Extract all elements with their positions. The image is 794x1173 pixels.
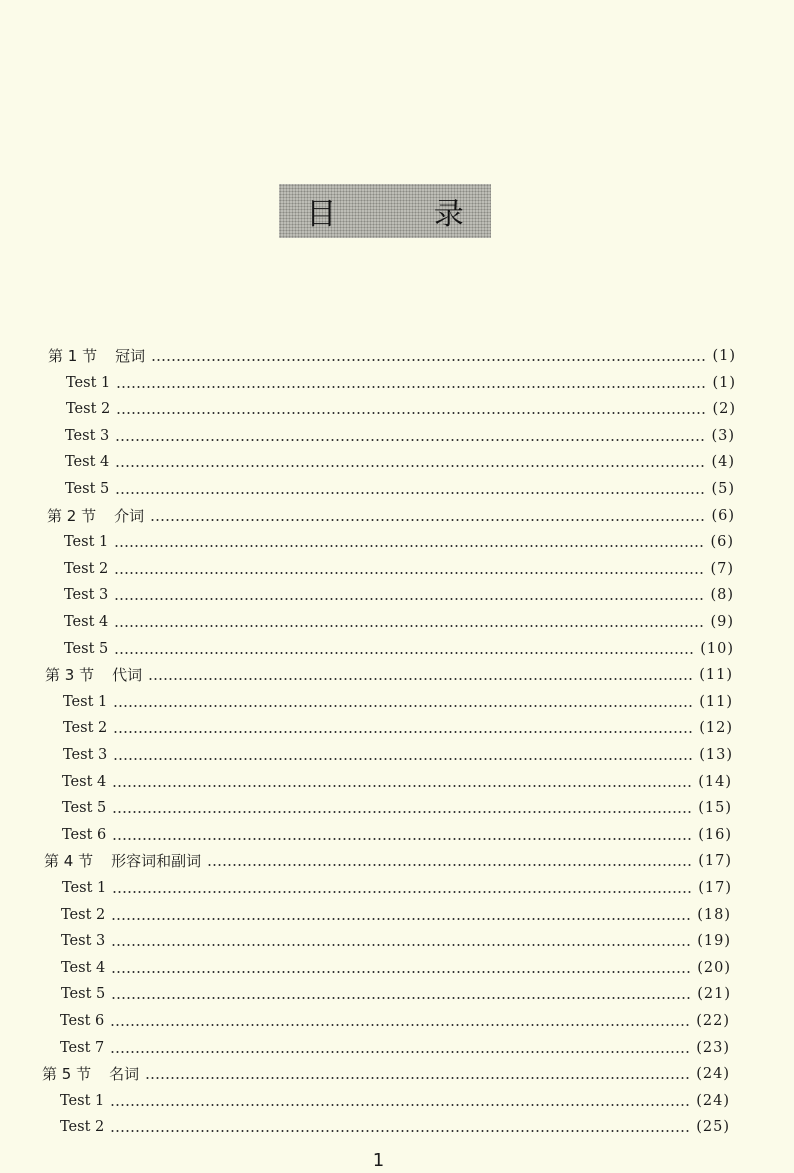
section-title: 形容词和副词 — [111, 852, 202, 871]
dot-leader — [148, 678, 693, 680]
toc-section-entry — [48, 344, 736, 366]
page-ref: (4) — [711, 454, 735, 471]
toc-test-entry — [65, 477, 735, 499]
test-label: Test 2 — [64, 560, 109, 577]
toc-title-box — [279, 184, 508, 238]
page-ref: (24) — [696, 1066, 730, 1083]
test-label: Test 1 — [60, 1092, 105, 1109]
test-label: Test 1 — [64, 534, 109, 551]
page-ref: (13) — [699, 747, 733, 763]
dot-leader — [111, 997, 691, 999]
dot-leader — [113, 705, 693, 707]
section-title: 介词 — [114, 506, 145, 525]
section-title: 代词 — [112, 666, 143, 685]
toc-section-entry — [44, 849, 732, 871]
page-ref: (23) — [696, 1039, 730, 1056]
toc-test-entry — [66, 371, 736, 393]
dot-leader — [113, 758, 693, 760]
page-ref: (2) — [712, 401, 736, 418]
test-label: Test 2 — [61, 906, 106, 923]
page-ref: (5) — [711, 481, 735, 497]
dot-leader — [116, 412, 706, 414]
dot-leader — [112, 811, 692, 813]
test-label: Test 5 — [61, 986, 106, 1003]
dot-leader — [114, 625, 704, 627]
toc-test-entry — [62, 876, 732, 898]
toc-test-entry — [65, 450, 735, 472]
test-label: Test 2 — [60, 1119, 105, 1136]
page-ref: (17) — [698, 853, 732, 870]
dot-leader — [114, 652, 694, 654]
dot-leader — [110, 1051, 690, 1053]
test-label: Test 3 — [61, 933, 106, 950]
dot-leader — [151, 359, 706, 361]
dot-leader — [115, 439, 705, 441]
section-number: 第 5 节 — [42, 1065, 92, 1084]
test-label: Test 3 — [63, 747, 108, 763]
page-ref: (12) — [699, 720, 733, 737]
dot-leader — [111, 944, 691, 946]
page-ref: (11) — [699, 693, 733, 710]
toc-test-entry — [61, 903, 731, 925]
section-number: 第 3 节 — [45, 666, 95, 685]
page-ref: (15) — [698, 800, 732, 817]
test-label: Test 3 — [64, 587, 109, 604]
dot-leader — [113, 731, 693, 733]
toc-test-entry — [64, 610, 734, 632]
page-ref: (18) — [697, 906, 731, 923]
page-ref: (16) — [698, 826, 732, 843]
toc-test-entry — [60, 1009, 730, 1031]
dot-leader — [110, 1130, 690, 1132]
test-label: Test 5 — [65, 481, 110, 497]
toc-test-entry — [63, 690, 733, 712]
page-ref: (22) — [696, 1013, 730, 1029]
toc-title: 目 录 — [306, 197, 508, 232]
test-label: Test 1 — [62, 880, 107, 896]
toc-test-entry — [60, 1115, 730, 1137]
toc-test-entry — [60, 1089, 730, 1111]
dot-leader — [110, 1024, 690, 1026]
dot-leader — [150, 519, 705, 521]
test-label: Test 2 — [66, 401, 111, 418]
page-ref: (1) — [712, 348, 736, 364]
page-ref: (6) — [710, 534, 734, 551]
toc-test-entry — [64, 557, 734, 579]
test-label: Test 3 — [65, 427, 110, 444]
toc-test-entry — [64, 530, 734, 552]
page-ref: (14) — [698, 773, 732, 790]
dot-leader — [112, 891, 692, 893]
toc-test-entry — [62, 796, 732, 818]
toc-test-entry — [61, 982, 731, 1004]
dot-leader — [116, 386, 706, 388]
dot-leader — [112, 785, 692, 787]
test-label: Test 6 — [60, 1013, 105, 1029]
dot-leader — [111, 918, 691, 920]
test-label: Test 1 — [66, 374, 111, 391]
dot-leader — [111, 971, 691, 973]
test-label: Test 6 — [62, 826, 107, 843]
page-ref: (21) — [697, 986, 731, 1003]
section-number: 第 1 节 — [48, 347, 98, 365]
toc-section-entry — [42, 1062, 730, 1084]
dot-leader — [114, 598, 704, 600]
section-title: 冠词 — [115, 347, 146, 365]
page-ref: (3) — [711, 427, 735, 444]
page-ref: (6) — [711, 507, 735, 524]
dot-leader — [115, 492, 705, 494]
toc-test-entry — [61, 929, 731, 951]
toc-test-entry — [61, 956, 731, 978]
dot-leader — [112, 838, 692, 840]
section-number: 第 2 节 — [47, 506, 97, 525]
toc-section-entry — [45, 663, 733, 685]
test-label: Test 2 — [63, 720, 108, 737]
page-ref: (19) — [697, 933, 731, 950]
test-label: Test 4 — [62, 773, 107, 790]
section-title: 名词 — [109, 1065, 140, 1084]
toc-section-entry — [47, 504, 735, 526]
toc-test-entry — [63, 743, 733, 765]
toc-test-entry — [64, 583, 734, 605]
dot-leader — [145, 1077, 690, 1079]
page-ref: (25) — [696, 1119, 730, 1136]
page-ref: (17) — [698, 880, 732, 896]
dot-leader — [110, 1104, 690, 1106]
toc-test-entry — [63, 716, 733, 738]
dot-leader — [114, 572, 704, 574]
test-label: Test 5 — [62, 800, 107, 817]
toc-test-entry — [65, 424, 735, 446]
toc-test-entry — [66, 397, 736, 419]
page-ref: (11) — [699, 667, 733, 684]
test-label: Test 1 — [63, 693, 108, 710]
page-ref: (7) — [710, 560, 734, 577]
page-ref: (20) — [697, 959, 731, 976]
test-label: Test 4 — [65, 454, 110, 471]
page-ref: (8) — [710, 587, 734, 604]
toc-test-entry — [62, 823, 732, 845]
test-label: Test 4 — [61, 959, 106, 976]
page-ref: (24) — [696, 1092, 730, 1109]
toc-test-entry — [62, 770, 732, 792]
section-number: 第 4 节 — [44, 852, 94, 871]
dot-leader — [115, 465, 705, 467]
toc-test-entry — [64, 637, 734, 659]
page-ref: (1) — [712, 374, 736, 391]
test-label: Test 7 — [60, 1039, 105, 1056]
dot-leader — [114, 545, 704, 547]
test-label: Test 5 — [64, 640, 109, 657]
page-number: 1 — [372, 1150, 385, 1171]
page-ref: (10) — [700, 640, 734, 657]
dot-leader — [207, 864, 692, 866]
test-label: Test 4 — [64, 614, 109, 630]
page-ref: (9) — [710, 614, 734, 630]
toc-test-entry — [60, 1036, 730, 1058]
